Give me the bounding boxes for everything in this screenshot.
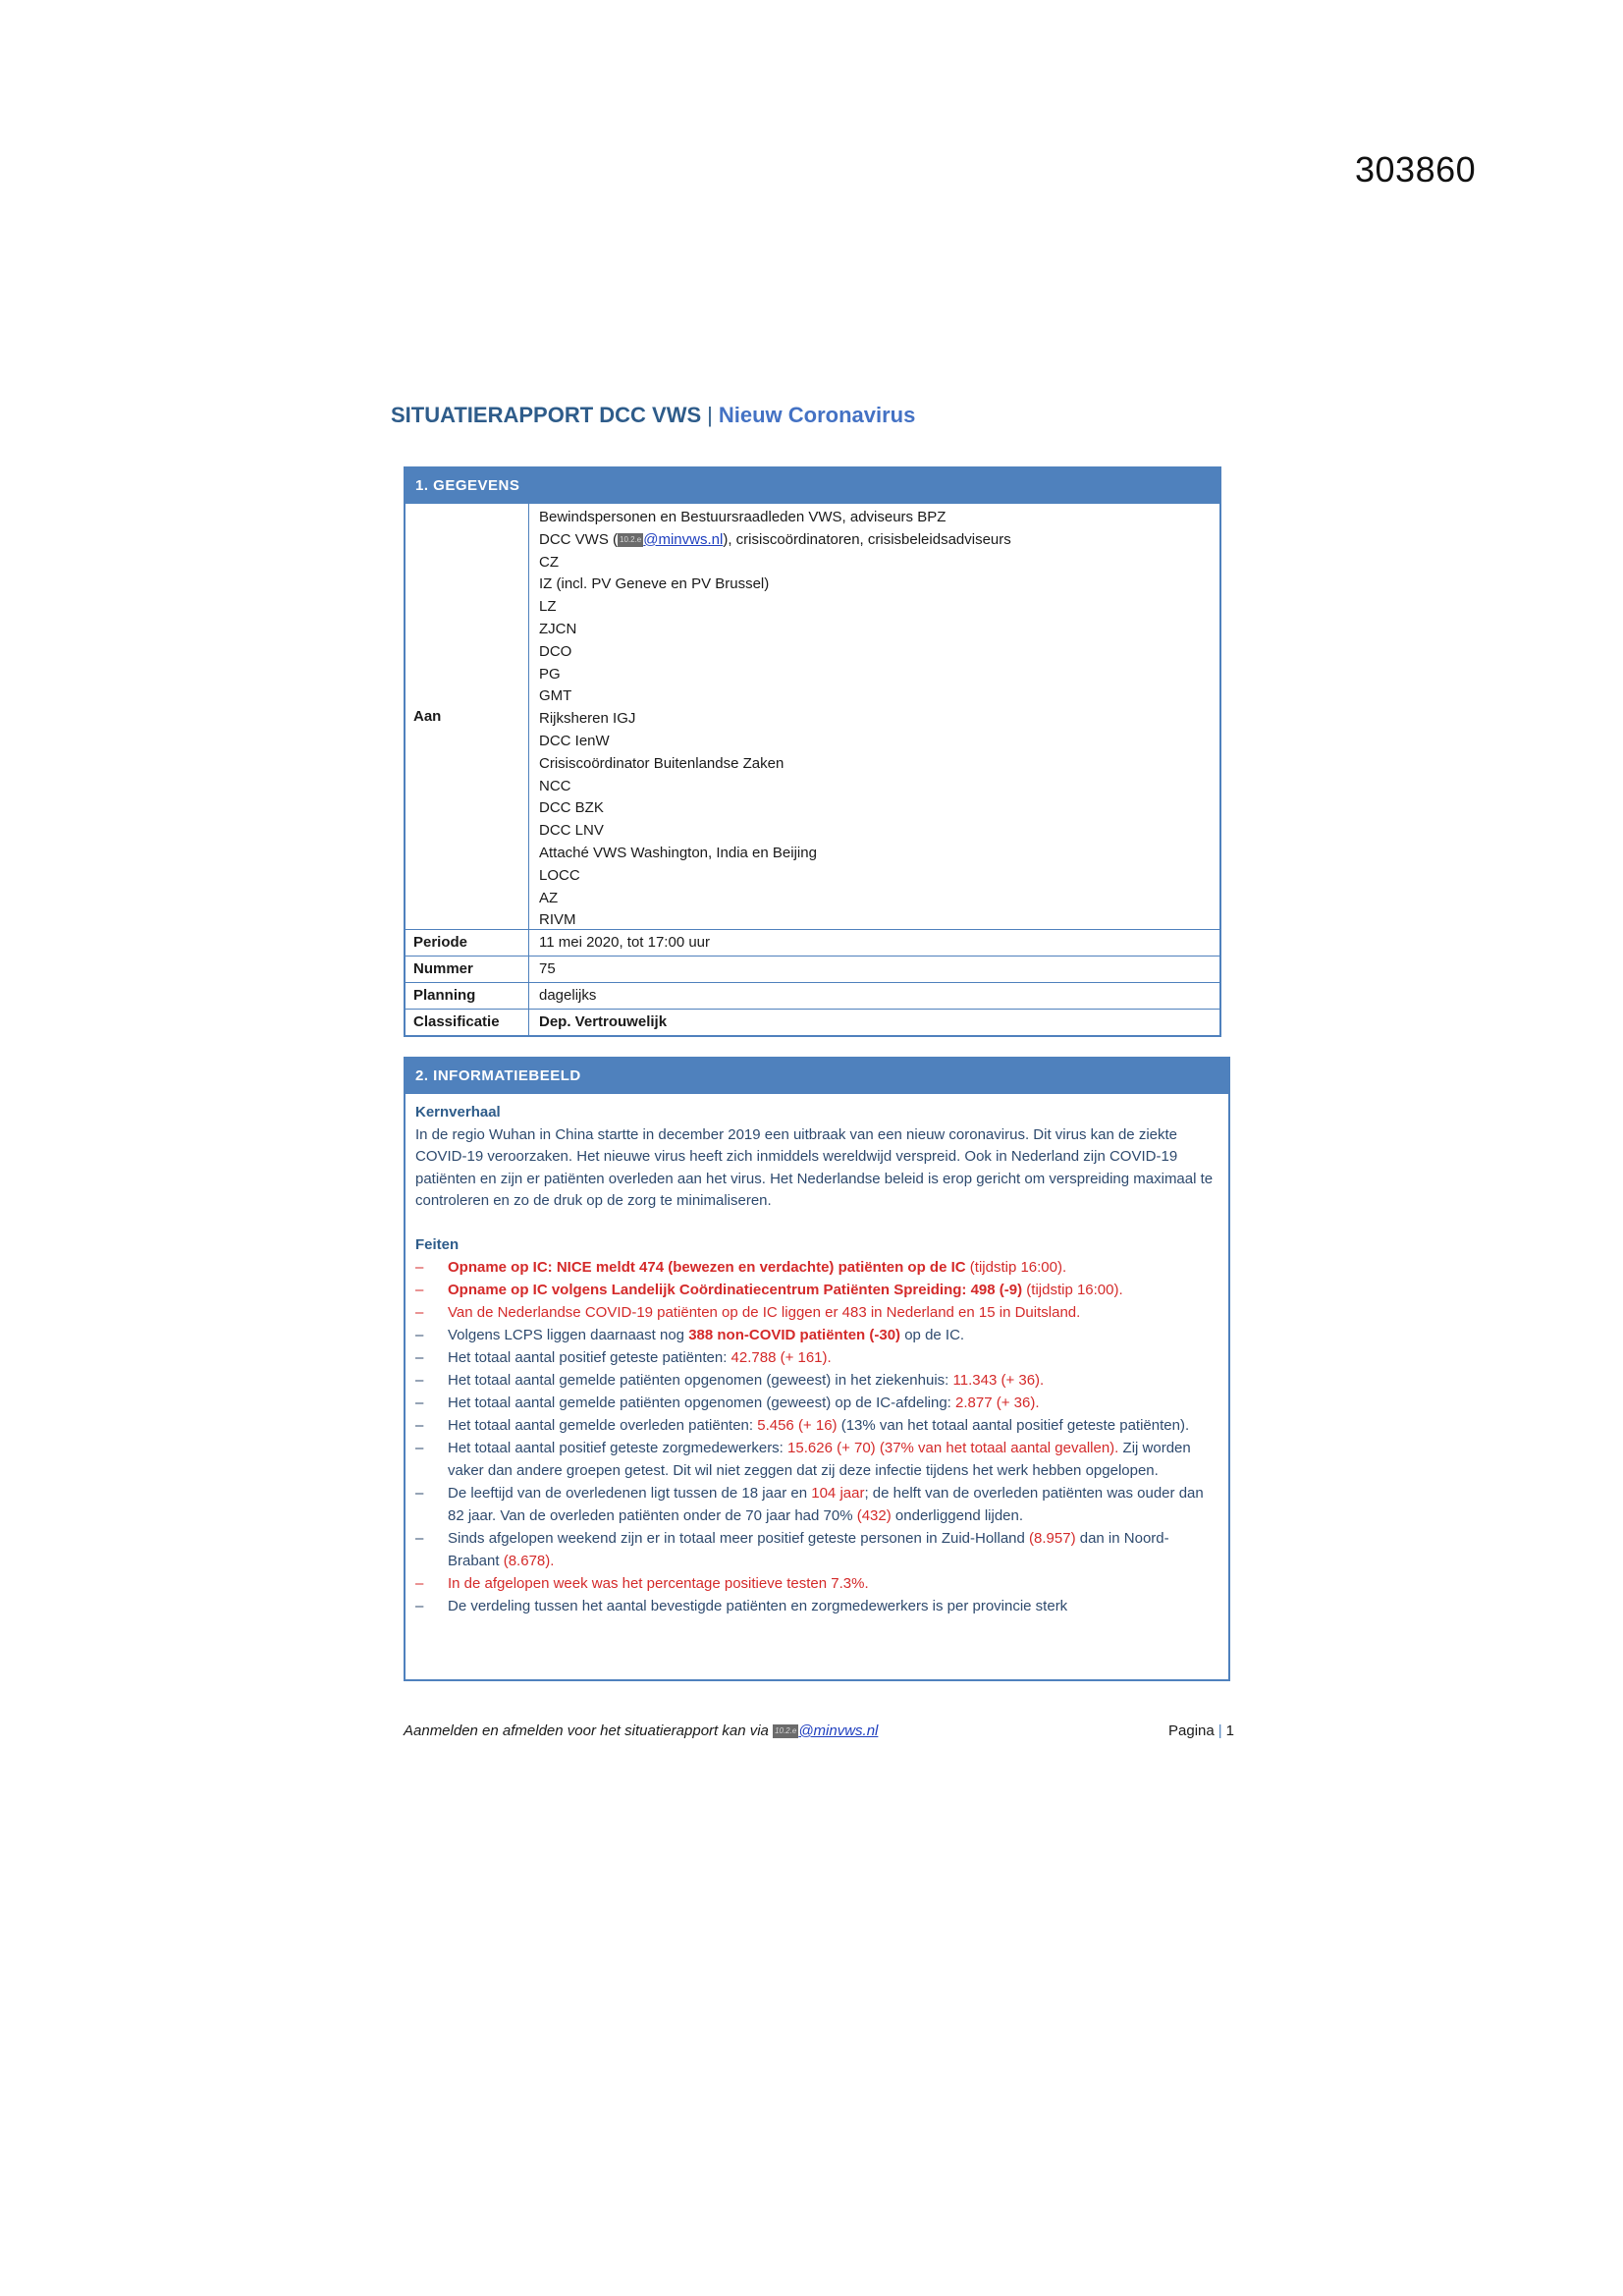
nummer-value: 75 [539, 960, 556, 977]
kernverhaal-text: In de regio Wuhan in China startte in december 2019 een uitbraak van een nieuw coronavirus. Dit virus kan de ziekte COVID-19 veroorzaken. Het nieuwe virus heeft zich inmiddels wereldwijd verspreid. Ook in Nederland zijn COVID-19 patiënten en zijn er patiënten overleden aan het virus. Het Nederlandse beleid is erop gericht om verspreiding maximaal te controleren en zo de druk op de zorg te minimaliseren. [415, 1125, 1214, 1209]
planning-label: Planning [406, 983, 529, 1009]
email-link[interactable]: @minvws.nl [643, 530, 724, 548]
kernverhaal-heading: Kernverhaal [415, 1104, 501, 1121]
feiten-list [415, 1256, 1218, 1617]
recipient: Crisiscoördinator Buitenlandse Zaken [539, 754, 784, 772]
title-separator: | [707, 403, 713, 427]
list-item: – De verdeling tussen het aantal bevestigde patiënten en zorgmedewerkers is per provincie sterk [415, 1595, 1218, 1617]
row-periode [406, 929, 1219, 956]
list-item: – Het totaal aantal positief geteste patiënten: 42.788 (+ 161). [415, 1346, 1218, 1369]
recipient: RIVM [539, 911, 576, 929]
list-item: – Het totaal aantal gemelde overleden patiënten: 5.456 (+ 16) (13% van het totaal aantal positief geteste patiënten). [415, 1414, 1218, 1437]
page-number: Pagina | 1 [1168, 1722, 1234, 1739]
title-subtitle: Nieuw Coronavirus [718, 403, 916, 427]
recipient: Attaché VWS Washington, India en Beijing [539, 844, 817, 861]
aan-label: Aan [406, 504, 529, 929]
list-item: – Het totaal aantal gemelde patiënten opgenomen (geweest) op de IC-afdeling: 2.877 (+ 36). [415, 1392, 1218, 1414]
page-title [391, 403, 915, 428]
aan-recipients [529, 504, 1219, 929]
recipient: AZ [539, 889, 559, 906]
recipient-dcc-vws: DCC VWS ( 10.2.e @minvws.nl), crisiscoördinatoren, crisisbeleidsadviseurs [539, 530, 1011, 548]
footer-subscribe-text: Aanmelden en afmelden voor het situatierapport kan via 10.2.e @minvws.nl [404, 1722, 879, 1739]
row-planning [406, 982, 1219, 1009]
periode-value: 11 mei 2020, tot 17:00 uur [539, 934, 711, 951]
row-nummer [406, 956, 1219, 982]
recipient: Rijksheren IGJ [539, 710, 636, 728]
list-item: – De leeftijd van de overledenen ligt tussen de 18 jaar en 104 jaar; de helft van de overleden patiënten was ouder dan 82 jaar. Van de overleden patiënten onder de 70 jaar had 70% (432) onderliggend lijden. [415, 1482, 1218, 1527]
recipient: ZJCN [539, 620, 577, 637]
footer-email-link[interactable]: @minvws.nl [798, 1722, 879, 1739]
row-aan [406, 504, 1219, 929]
list-item: – Het totaal aantal gemelde patiënten opgenomen (geweest) in het ziekenhuis: 11.343 (+ 36). [415, 1369, 1218, 1392]
list-item: – Opname op IC volgens Landelijk Coördinatiecentrum Patiënten Spreiding: 498 (-9) (tijdstip 16:00). [415, 1279, 1218, 1301]
recipient: CZ [539, 553, 559, 571]
recipient: DCC LNV [539, 822, 604, 840]
list-item: – Volgens LCPS liggen daarnaast nog 388 non-COVID patiënten (-30) op de IC. [415, 1324, 1218, 1346]
list-item: – Het totaal aantal positief geteste zorgmedewerkers: 15.626 (+ 70) (37% van het totaal aantal gevallen). Zij worden vaker dan andere groepen getest. Dit wil niet zeggen dat zij deze infectie tijdens het werk hebben opgelopen. [415, 1437, 1218, 1482]
recipient: IZ (incl. PV Geneve en PV Brussel) [539, 575, 770, 593]
recipient: PG [539, 665, 561, 683]
redaction-box: 10.2.e [618, 533, 643, 547]
recipient: DCO [539, 642, 572, 660]
recipient: DCC IenW [539, 732, 610, 749]
recipient: NCC [539, 777, 571, 794]
section-gegevens-heading: 1. GEGEVENS [406, 468, 1219, 504]
document-number: 303860 [1355, 149, 1477, 190]
classificatie-value: Dep. Vertrouwelijk [539, 1013, 668, 1030]
redaction-box: 10.2.e [773, 1724, 798, 1738]
list-item: – Van de Nederlandse COVID-19 patiënten op de IC liggen er 483 in Nederland en 15 in Duitsland. [415, 1301, 1218, 1324]
list-item: – In de afgelopen week was het percentage positieve testen 7.3%. [415, 1572, 1218, 1595]
classificatie-label: Classificatie [406, 1010, 529, 1035]
section-informatiebeeld-heading: 2. INFORMATIEBEELD [406, 1059, 1228, 1094]
title-main: SITUATIERAPPORT DCC VWS [391, 403, 702, 427]
recipient: GMT [539, 687, 572, 705]
periode-label: Periode [406, 930, 529, 956]
planning-value: dagelijks [539, 987, 597, 1004]
section-gegevens [404, 466, 1221, 1037]
recipient: DCC BZK [539, 799, 604, 817]
recipient: LZ [539, 598, 557, 616]
row-classificatie [406, 1009, 1219, 1035]
recipient: LOCC [539, 866, 580, 884]
recipient: Bewindspersonen en Bestuursraadleden VWS, adviseurs BPZ [539, 509, 947, 525]
feiten-heading: Feiten [415, 1235, 460, 1253]
list-item: – Opname op IC: NICE meldt 474 (bewezen en verdachte) patiënten op de IC (tijdstip 16:00). [415, 1256, 1218, 1279]
list-item: – Sinds afgelopen weekend zijn er in totaal meer positief geteste personen in Zuid-Holland (8.957) dan in Noord-Brabant (8.678). [415, 1527, 1218, 1572]
nummer-label: Nummer [406, 957, 529, 982]
section-informatiebeeld [404, 1057, 1230, 1681]
